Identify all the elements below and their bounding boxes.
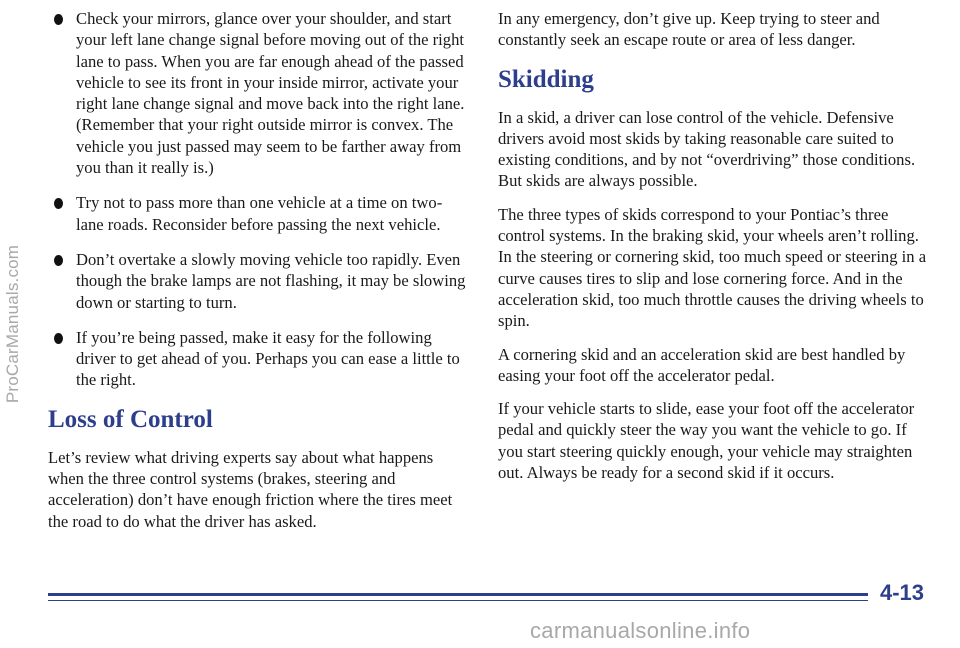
bullet-item	[48, 249, 468, 313]
bullet-text: Try not to pass more than one vehicle at a time on two-lane roads. Reconsider before passing the next vehicle.	[76, 193, 443, 234]
intro-paragraph: In any emergency, don’t give up. Keep trying to steer and constantly seek an escape route or area of less danger.	[498, 9, 880, 50]
section-heading-loss-of-control: Loss of Control	[48, 405, 213, 433]
bullet-icon	[54, 255, 63, 266]
left-column	[48, 8, 468, 544]
bullet-item	[48, 192, 468, 235]
bullet-text: If you’re being passed, make it easy for the following driver to get ahead of you. Perhaps you can ease a little to the right.	[76, 327, 460, 390]
footer-rule	[48, 593, 868, 596]
bullet-item	[48, 8, 468, 178]
bullet-icon	[54, 14, 63, 25]
body-paragraph: The three types of skids correspond to your Pontiac’s three control systems. In the braking skid, your wheels aren’t rolling. In the steering or cornering skid, too much speed or steering in a curve causes tires to slip and lose cornering force. And in the acceleration skid, too much throttle causes the driving wheels to spin.	[498, 204, 927, 331]
section-heading-skidding: Skidding	[498, 65, 594, 93]
bullet-text: Don’t overtake a slowly moving vehicle too rapidly. Even though the brake lamps are not flashing, it may be slowing down or starting to turn.	[76, 249, 466, 312]
bottom-watermark: carmanualsonline.info	[530, 618, 751, 643]
page-number: 4-13	[879, 580, 924, 605]
body-paragraph: Let’s review what driving experts say about what happens when the three control systems (brakes, steering and acceleration) don’t have enough friction where the tires meet the road to do what the driver has asked.	[48, 447, 453, 531]
side-watermark-text: ProCarManuals.com	[3, 244, 22, 404]
body-paragraph: In a skid, a driver can lose control of the vehicle. Defensive drivers avoid most skids by taking reasonable care suited to existing conditions, and by not “overdriving” those conditions. But skids are always possible.	[498, 107, 916, 191]
bullet-text: Check your mirrors, glance over your shoulder, and start your left lane change signal before moving out of the right lane to pass. When you are far enough ahead of the passed vehicle to see its front in your inside mirror, activate your right lane change signal and move back into the right lane. (Remember that your right outside mirror is convex. The vehicle you just passed may seem to be farther away from you than it really is.)	[76, 9, 465, 178]
bullet-icon	[54, 198, 63, 209]
bullet-item	[48, 327, 468, 391]
body-paragraph: If your vehicle starts to slide, ease your foot off the accelerator pedal and quickly steer the way you want the vehicle to go. If you start steering quickly enough, your vehicle may straighten out. Always be ready for a second skid if it occurs.	[498, 399, 915, 483]
side-watermark	[2, 0, 24, 648]
body-paragraph: A cornering skid and an acceleration skid are best handled by easing your foot off the accelerator pedal.	[498, 344, 906, 385]
right-column	[498, 8, 930, 495]
bullet-icon	[54, 333, 63, 344]
footer-rule-thin	[48, 600, 868, 601]
